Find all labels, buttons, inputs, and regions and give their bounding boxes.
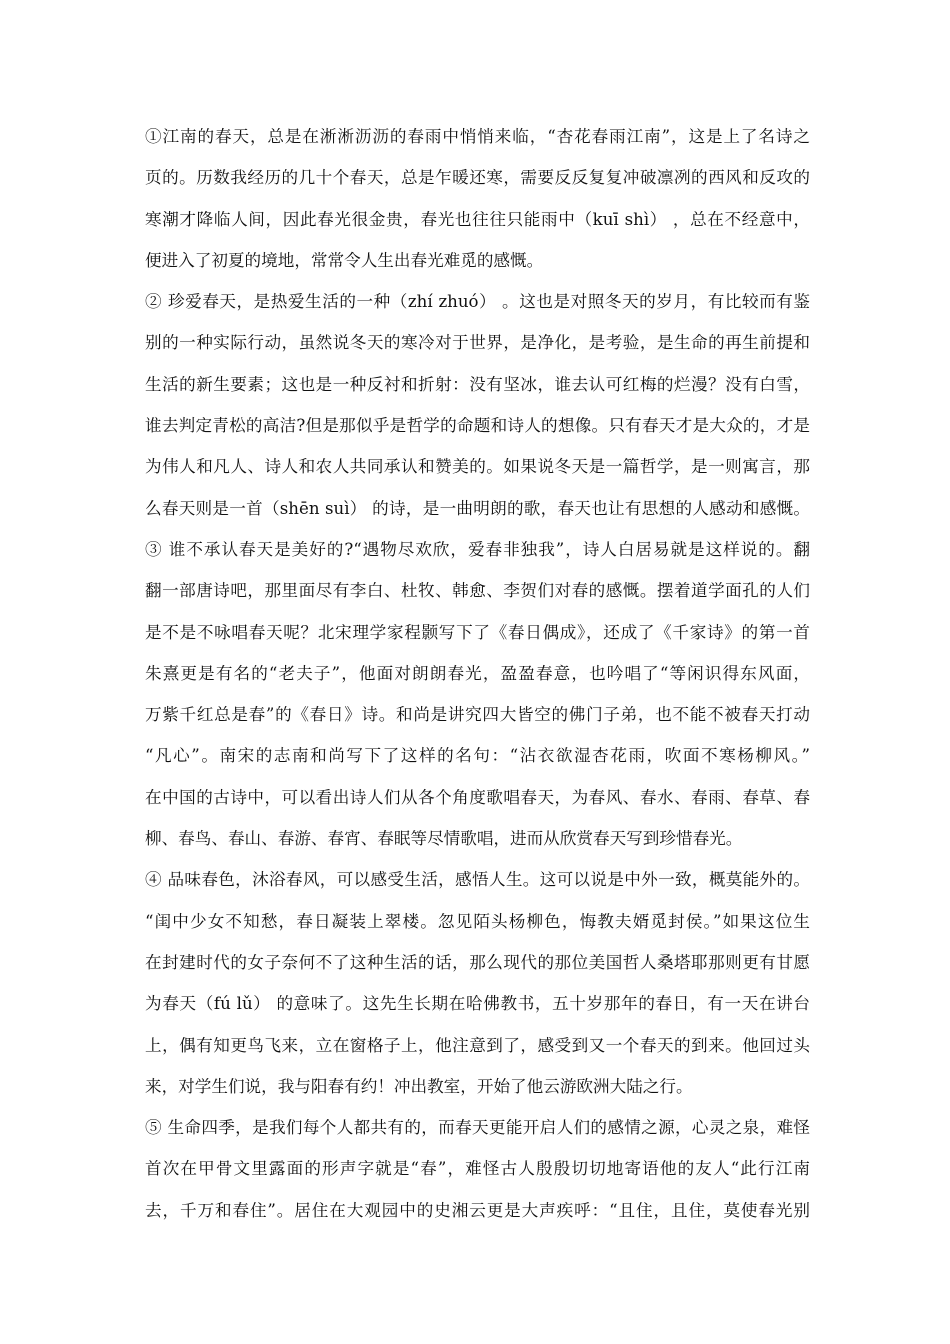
- text-line: 在封建时代的女子奈何不了这种生活的话，那么现代的那位美国哲人桑塔耶那则更有甘愿: [145, 952, 810, 972]
- text-line: ①江南的春天，总是在淅淅沥沥的春雨中悄悄来临，“杏花春雨江南”，这是上了名诗之: [145, 127, 810, 146]
- text-line: 页的。历数我经历的几十个春天，总是乍暖还寒，需要反反复复冲破凛冽的西风和反攻的: [145, 168, 810, 188]
- text-line: 万紫千红总是春”的《春日》诗。和尚是讲究四大皆空的佛门子弟，也不能不被春天打动: [145, 705, 810, 725]
- text-line: 为伟人和凡人、诗人和农人共同承认和赞美的。如果说冬天是一篇哲学，是一则寓言，那: [145, 457, 810, 477]
- text-line: 便进入了初夏的境地，常常令人生出春光难觅的感慨。: [145, 250, 544, 270]
- text-line: 首次在甲骨文里露面的形声字就是“春”，难怪古人殷殷切切地寄语他的友人“此行江南: [145, 1159, 810, 1179]
- text-line: ④ 品味春色，沐浴春风，可以感受生活，感悟人生。这可以说是中外一致，概莫能外的。: [145, 870, 810, 890]
- text-line: 翻一部唐诗吧，那里面尽有李白、杜牧、韩愈、李贺们对春的感慨。摆着道学面孔的人们: [145, 581, 810, 601]
- text-line: 上，偶有知更鸟飞来，立在窗格子上，他注意到了，感受到又一个春天的到来。他回过头: [145, 1035, 810, 1055]
- text-line: 谁去判定青松的高洁?但是那似乎是哲学的命题和诗人的想像。只有春天才是大众的，才是: [145, 416, 810, 436]
- text-line: 柳、春鸟、春山、春游、春宵、春眠等尽情歌唱，进而从欣赏春天写到珍惜春光。: [145, 829, 743, 849]
- text-line: 是不是不咏唱春天呢？北宋理学家程颢写下了《春日偶成》，还成了《千家诗》的第一首: [145, 622, 810, 642]
- text-line: ⑤ 生命四季，是我们每个人都共有的，而春天更能开启人们的感情之源，心灵之泉，难怪: [145, 1118, 810, 1138]
- text-line: 么春天则是一首（shēn suì） 的诗，是一曲明朗的歌，春天也让有思想的人感动和感慨。: [145, 498, 810, 518]
- article-body: [145, 116, 810, 1231]
- text-line: 别的一种实际行动，虽然说冬天的寒冷对于世界，是净化，是考验，是生命的再生前提和: [145, 333, 810, 353]
- text-line: 朱熹更是有名的“老夫子”，他面对朗朗春光，盈盈春意，也吟唱了“等闲识得东风面，: [145, 663, 810, 683]
- text-line: “闺中少女不知愁，春日凝装上翠楼。忽见陌头杨柳色，悔教夫婿觅封侯。”如果这位生: [145, 911, 810, 931]
- text-line: 为春天（fú lǔ） 的意味了。这先生长期在哈佛教书，五十岁那年的春日，有一天在讲台: [145, 994, 810, 1014]
- text-line: 来，对学生们说，我与阳春有约！冲出教室，开始了他云游欧洲大陆之行。: [145, 1076, 693, 1096]
- text-line: ③ 谁不承认春天是美好的?“遇物尽欢欣，爱春非独我”，诗人白居易就是这样说的。翻: [145, 539, 810, 559]
- text-line: ② 珍爱春天，是热爱生活的一种（zhí zhuó） 。这也是对照冬天的岁月，有比较而有鉴: [145, 292, 810, 312]
- text-line: “凡心”。南宋的志南和尚写下了这样的名句：“沾衣欲湿杏花雨，吹面不寒杨柳风。”: [145, 746, 810, 766]
- text-line: 去，千万和春住”。居住在大观园中的史湘云更是大声疾呼：“且住，且住，莫使春光别: [145, 1200, 810, 1220]
- text-line: 生活的新生要素；这也是一种反衬和折射：没有坚冰，谁去认可红梅的烂漫？没有白雪，: [145, 374, 810, 394]
- text-line: 在中国的古诗中，可以看出诗人们从各个角度歌唱春天，为春风、春水、春雨、春草、春: [145, 787, 810, 807]
- text-line: 寒潮才降临人间，因此春光很金贵，春光也往往只能雨中（kuī shì） ，总在不经意中，: [145, 209, 810, 229]
